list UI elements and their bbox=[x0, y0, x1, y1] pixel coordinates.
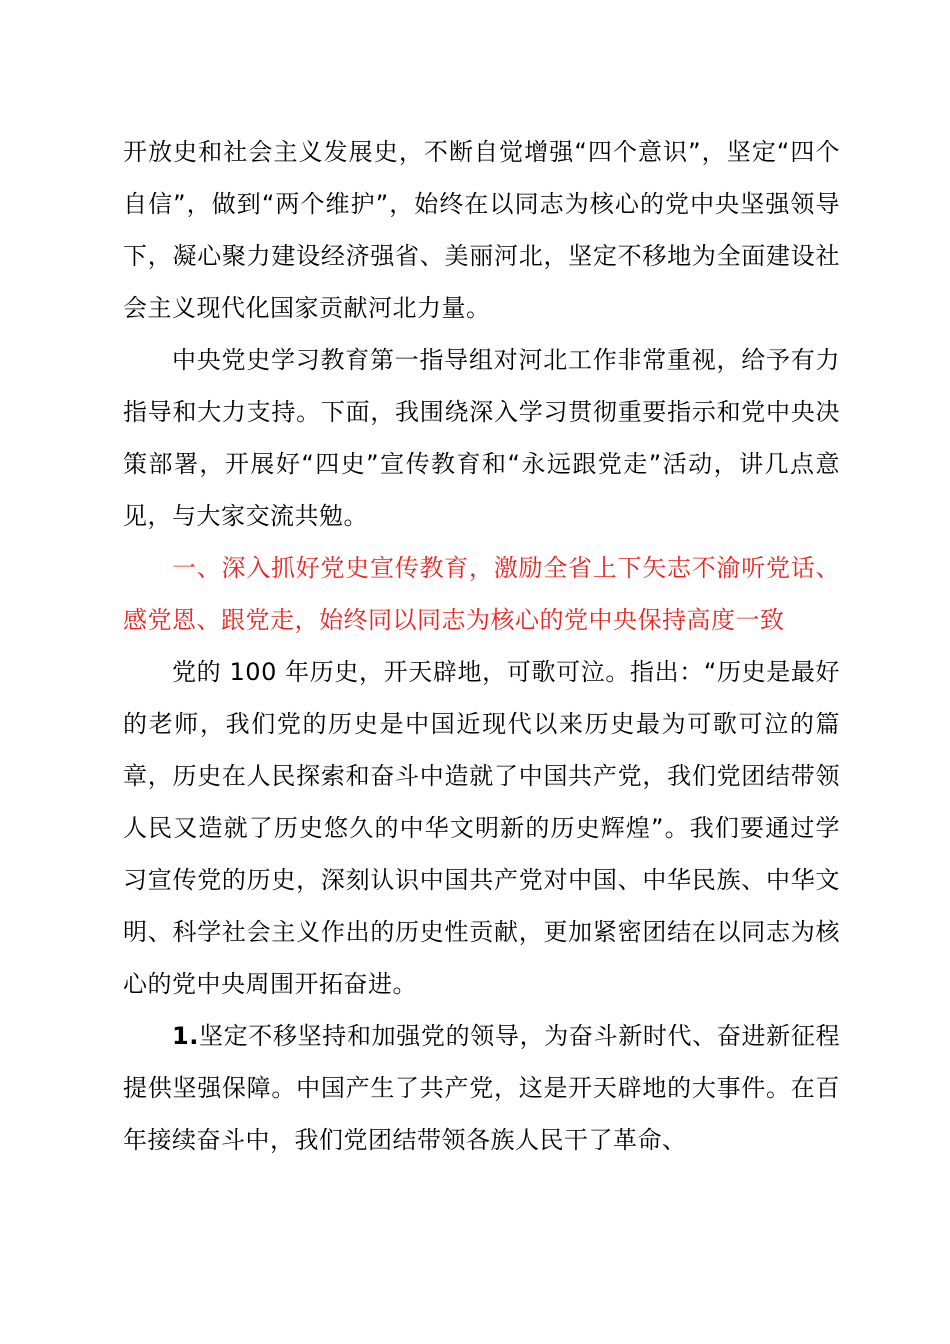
paragraph-2: 中央党史学习教育第一指导组对河北工作非常重视，给予有力指导和大力支持。下面，我围绕深入学习贯彻重要指示和党中央决策部署，开展好“四史”宣传教育和“永远跟党走”活动，讲几点意见，与大家交流共勉。 bbox=[123, 346, 840, 530]
item-number: 1. bbox=[172, 1022, 199, 1050]
section-heading-1: 一、深入抓好党史宣传教育，激励全省上下矢志不渝听党话、感党恩、跟党走，始终同以同志为核心的党中央保持高度一致 bbox=[123, 554, 840, 634]
document-page bbox=[123, 126, 840, 1166]
paragraph-4-text: 坚定不移坚持和加强党的领导，为奋斗新时代、奋进新征程提供坚强保障。中国产生了共产党，这是开天辟地的大事件。在百年接续奋斗中，我们党团结带领各族人民干了革命、 bbox=[123, 1022, 840, 1154]
paragraph-3: 党的 100 年历史，开天辟地，可歌可泣。指出：“历史是最好的老师，我们党的历史是中国近现代以来历史最为可歌可泣的篇章，历史在人民探索和奋斗中造就了中国共产党，我们党团结带领人民又造就了历史悠久的中华文明新的历史辉煌”。我们要通过学习宣传党的历史，深刻认识中国共产党对中国、中华民族、中华文明、科学社会主义作出的历史性贡献，更加紧密团结在以同志为核心的党中央周围开拓奋进。 bbox=[123, 658, 840, 998]
paragraph-1: 开放史和社会主义发展史，不断自觉增强“四个意识”，坚定“四个自信”，做到“两个维护”，始终在以同志为核心的党中央坚强领导下，凝心聚力建设经济强省、美丽河北，坚定不移地为全面建设社会主义现代化国家贡献河北力量。 bbox=[123, 138, 840, 322]
paragraph-4 bbox=[123, 1010, 840, 1166]
